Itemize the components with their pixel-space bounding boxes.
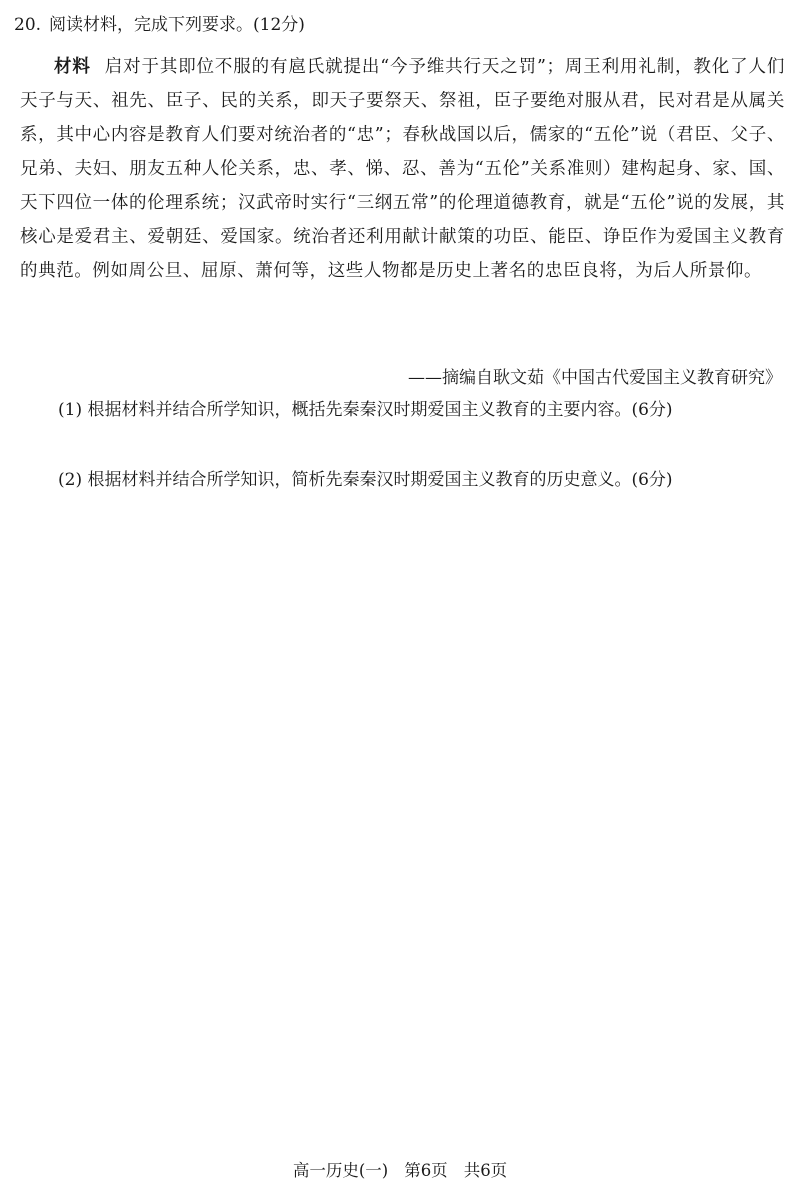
material-source: ——摘编自耿文茹《中国古代爱国主义教育研究》 [408, 368, 782, 388]
sub-question-2-text: (2) 根据材料并结合所学知识，简析先秦秦汉时期爱国主义教育的历史意义。(6分) [58, 470, 673, 490]
sub-question-1-text: (1) 根据材料并结合所学知识，概括先秦秦汉时期爱国主义教育的主要内容。(6分) [58, 400, 673, 420]
question-number: 20. [14, 15, 42, 35]
material-text: 启对于其即位不服的有扈氏就提出“今予维共行天之罚”；周王利用礼制，教化了人们天子与天、祖先、臣子、民的关系，即天子要祭天、祭祖，臣子要绝对服从君，民对君是从属关系，其中心内容是教育人们要对统治者的“忠”；春秋战国以后，儒家的“五伦”说（君臣、父子、兄弟、夫妇、朋友五种人伦关系，忠、孝、悌、忍、善为“五伦”关系准则）建构起身、家、国、天下四位一体的伦理系统；汉武帝时实行“三纲五常”的伦理道德教育，就是“五伦”说的发展，其核心是爱君主、爱朝廷、爱国家。统治者还利用献计献策的功臣、能臣、诤臣作为爱国主义教育的典范。例如周公旦、屈原、萧何等，这些人物都是历史上著名的忠臣良将，为后人所景仰。 [20, 57, 785, 281]
footer-total: 共6页 [463, 1161, 508, 1180]
sub-question-2 [20, 463, 785, 497]
material-label: 材料 [54, 57, 91, 77]
page-footer [0, 1160, 800, 1182]
sub-question-1 [20, 393, 785, 427]
footer-subject: 高一历史(一) [292, 1161, 389, 1180]
question-header [14, 12, 305, 38]
footer-page: 第6页 [404, 1161, 448, 1180]
question-instruction: 阅读材料，完成下列要求。(12分) [49, 15, 305, 35]
material-passage [20, 50, 785, 288]
